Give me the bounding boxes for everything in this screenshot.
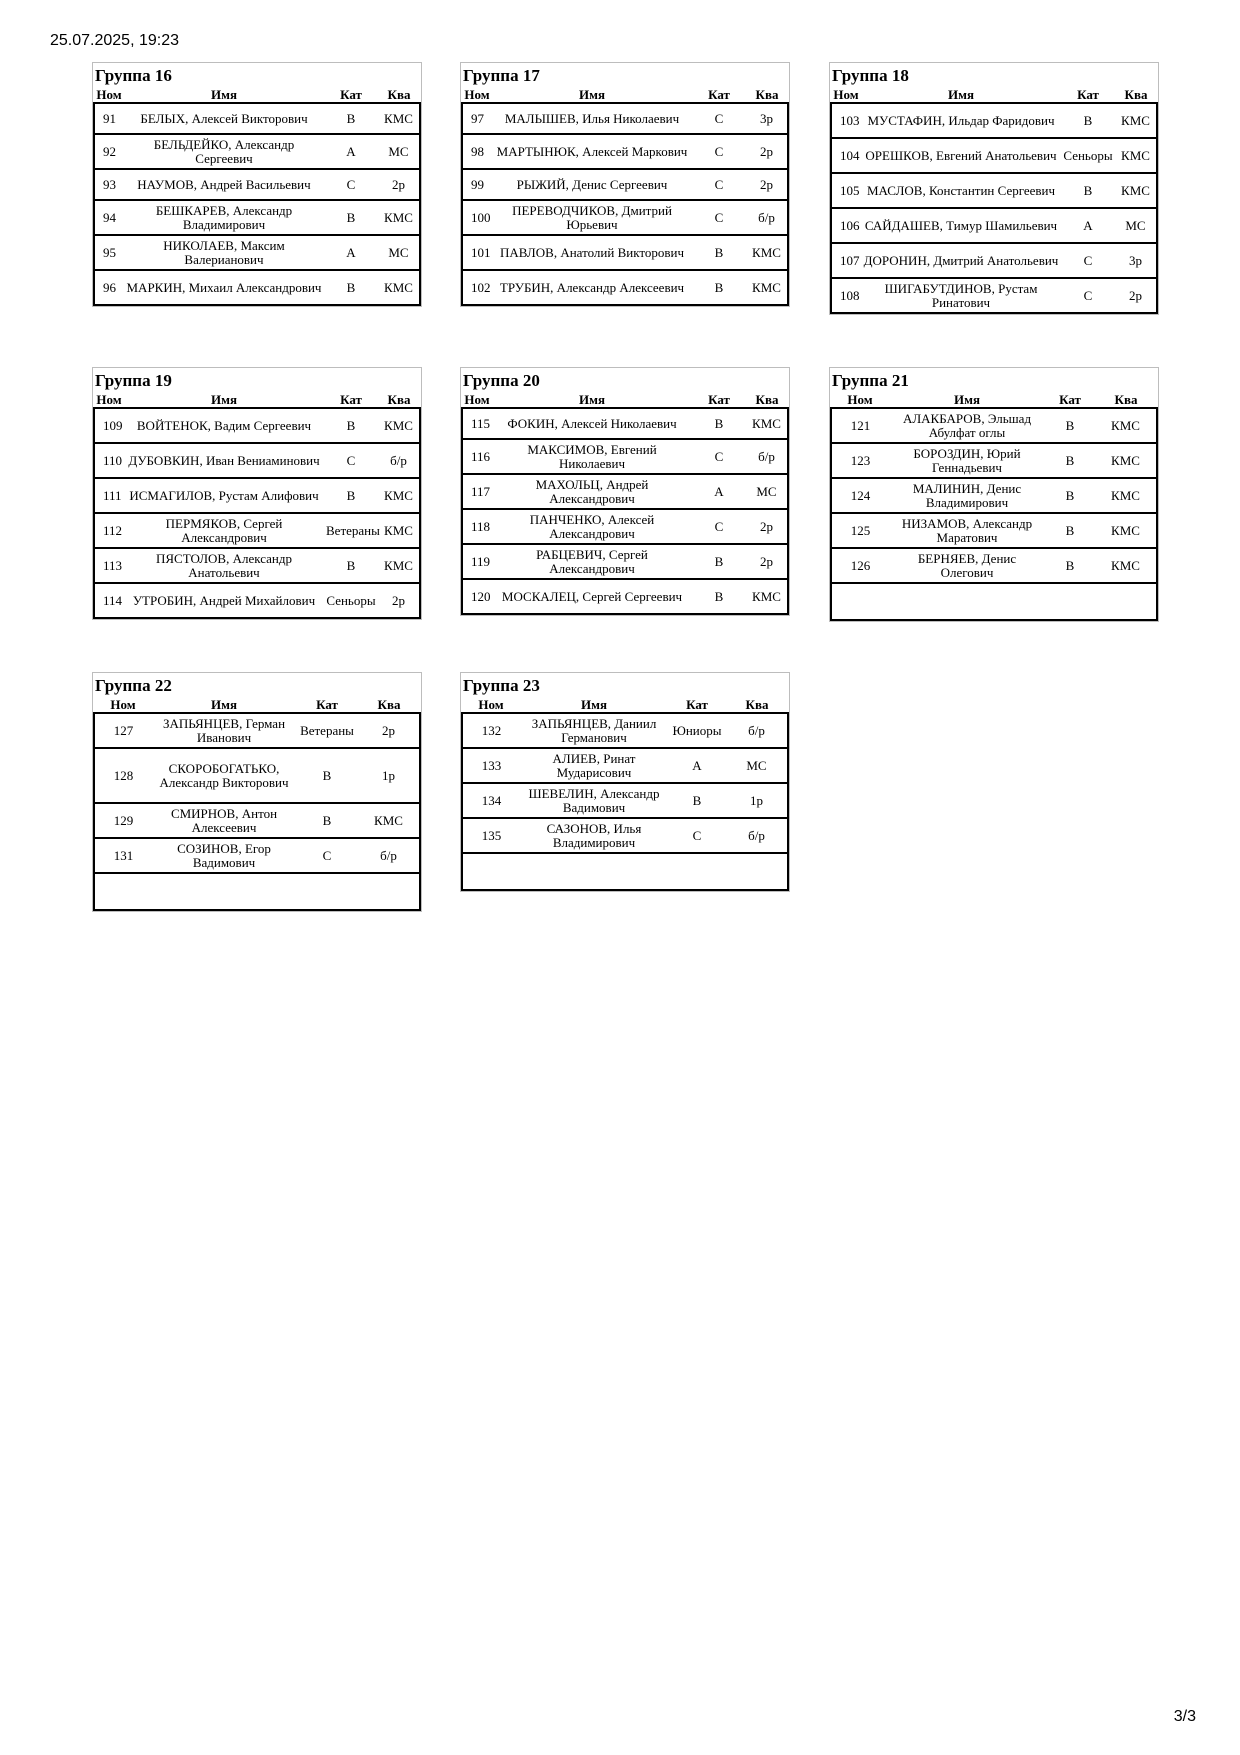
- table-row: [462, 544, 788, 579]
- table-row: [462, 408, 788, 439]
- col-num-header: Ном: [94, 86, 124, 103]
- row-name: ПАВЛОВ, Анатолий Викторович: [492, 235, 692, 270]
- col-num-header: Ном: [462, 86, 492, 103]
- row-name: МАКСИМОВ, Евгений Николаевич: [492, 439, 692, 474]
- row-num: 94: [94, 200, 124, 235]
- group-title: Группа 20: [463, 371, 540, 390]
- group-title: Группа 23: [463, 676, 540, 695]
- row-kva: КМС: [1115, 173, 1157, 208]
- row-kat: B: [668, 783, 726, 818]
- table-row: [462, 235, 788, 270]
- row-kat: A: [324, 235, 378, 270]
- group-table: [93, 391, 421, 619]
- row-kat: A: [1061, 208, 1115, 243]
- row-name: МОСКАЛЕЦ, Сергей Сергеевич: [492, 579, 692, 614]
- row-num: 104: [831, 138, 861, 173]
- row-kat: C: [692, 509, 746, 544]
- row-name: РЫЖИЙ, Денис Сергеевич: [492, 169, 692, 200]
- col-kat-header: Кат: [324, 391, 378, 408]
- row-kva: 1р: [726, 783, 788, 818]
- col-name-header: Имя: [492, 86, 692, 103]
- row-kva: 2р: [1115, 278, 1157, 313]
- table-row: [831, 103, 1157, 138]
- row-num: 129: [94, 803, 152, 838]
- col-name-header: Имя: [124, 391, 324, 408]
- row-num: 123: [831, 443, 889, 478]
- row-kat: C: [1061, 243, 1115, 278]
- row-num: 97: [462, 103, 492, 134]
- row-name: ФОКИН, Алексей Николаевич: [492, 408, 692, 439]
- table-row: [462, 748, 788, 783]
- col-kat-header: Кат: [1045, 391, 1095, 408]
- col-num-header: Ном: [831, 86, 861, 103]
- row-kva: КМС: [746, 408, 788, 439]
- row-name: НАУМОВ, Андрей Васильевич: [124, 169, 324, 200]
- row-name: БОРОЗДИН, Юрий Геннадьевич: [889, 443, 1045, 478]
- table-row: [831, 243, 1157, 278]
- table-row: [462, 474, 788, 509]
- table-row: [831, 278, 1157, 313]
- row-kat: B: [692, 408, 746, 439]
- row-num: 110: [94, 443, 124, 478]
- row-name: ЗАПЬЯНЦЕВ, Герман Иванович: [152, 713, 296, 748]
- table-row: [94, 748, 420, 803]
- row-name: МАХОЛЬЦ, Андрей Александрович: [492, 474, 692, 509]
- row-kva: МС: [378, 134, 420, 169]
- row-kva: КМС: [1115, 138, 1157, 173]
- row-kat: C: [692, 169, 746, 200]
- row-kva: 2р: [746, 509, 788, 544]
- row-name: МАРКИН, Михаил Александрович: [124, 270, 324, 305]
- row-kva: МС: [726, 748, 788, 783]
- row-kva: КМС: [746, 235, 788, 270]
- col-name-header: Имя: [124, 86, 324, 103]
- row-kat: Сеньоры: [324, 583, 378, 618]
- col-num-header: Ном: [94, 696, 152, 713]
- row-kva: КМС: [378, 478, 420, 513]
- group-23-panel: [460, 672, 790, 892]
- row-num: 93: [94, 169, 124, 200]
- table-row: [94, 803, 420, 838]
- row-name: СОЗИНОВ, Егор Вадимович: [152, 838, 296, 873]
- row-num: 91: [94, 103, 124, 134]
- row-kva: КМС: [378, 103, 420, 134]
- row-name: ЗАПЬЯНЦЕВ, Даниил Германович: [520, 713, 668, 748]
- row-kat: B: [1045, 548, 1095, 583]
- col-name-header: Имя: [889, 391, 1045, 408]
- group-title: Группа 22: [95, 676, 172, 695]
- row-name: ВОЙТЕНОК, Вадим Сергеевич: [124, 408, 324, 443]
- row-kat: B: [324, 270, 378, 305]
- row-kva: 3р: [1115, 243, 1157, 278]
- row-kat: B: [692, 544, 746, 579]
- row-kva: КМС: [1095, 478, 1157, 513]
- row-kat: B: [1061, 103, 1115, 138]
- row-kat: C: [1061, 278, 1115, 313]
- group-16-panel: [92, 62, 422, 307]
- row-num: 102: [462, 270, 492, 305]
- row-num: 103: [831, 103, 861, 138]
- row-kva: МС: [746, 474, 788, 509]
- table-row: [94, 838, 420, 873]
- table-row: [831, 478, 1157, 513]
- row-kva: КМС: [1115, 103, 1157, 138]
- row-kat: B: [692, 270, 746, 305]
- table-row: [462, 818, 788, 853]
- table-row: [831, 173, 1157, 208]
- row-kva: КМС: [378, 270, 420, 305]
- row-num: 95: [94, 235, 124, 270]
- col-kva-header: Ква: [1115, 86, 1157, 103]
- row-kva: б/р: [358, 838, 420, 873]
- row-kat: B: [692, 235, 746, 270]
- row-kva: б/р: [746, 200, 788, 235]
- row-kat: Ветераны: [324, 513, 378, 548]
- row-num: 119: [462, 544, 492, 579]
- col-kat-header: Кат: [692, 391, 746, 408]
- row-num: 112: [94, 513, 124, 548]
- row-kva: КМС: [378, 408, 420, 443]
- col-name-header: Имя: [492, 391, 692, 408]
- row-kva: 3р: [746, 103, 788, 134]
- row-num: 100: [462, 200, 492, 235]
- row-num: 92: [94, 134, 124, 169]
- row-name: ДУБОВКИН, Иван Вениаминович: [124, 443, 324, 478]
- col-name-header: Имя: [520, 696, 668, 713]
- table-row: [462, 509, 788, 544]
- group-title: Группа 18: [832, 66, 909, 85]
- row-name: НИЗАМОВ, Александр Маратович: [889, 513, 1045, 548]
- row-kat: A: [324, 134, 378, 169]
- row-num: 135: [462, 818, 520, 853]
- row-num: 99: [462, 169, 492, 200]
- row-kva: 1р: [358, 748, 420, 803]
- row-name: ТРУБИН, Александр Алексеевич: [492, 270, 692, 305]
- row-kat: B: [324, 478, 378, 513]
- row-name: АЛАКБАРОВ, Эльшад Абулфат оглы: [889, 408, 1045, 443]
- group-table: [830, 86, 1158, 314]
- table-row: [462, 579, 788, 614]
- row-kva: 2р: [378, 583, 420, 618]
- table-row: [831, 208, 1157, 243]
- col-kat-header: Кат: [668, 696, 726, 713]
- row-num: 98: [462, 134, 492, 169]
- row-name: МУСТАФИН, Ильдар Фаридович: [861, 103, 1061, 138]
- row-kva: КМС: [358, 803, 420, 838]
- row-kva: МС: [1115, 208, 1157, 243]
- row-kat: Сеньоры: [1061, 138, 1115, 173]
- row-kva: КМС: [378, 200, 420, 235]
- col-kat-header: Кат: [296, 696, 358, 713]
- col-kva-header: Ква: [358, 696, 420, 713]
- empty-row: [831, 583, 1157, 620]
- col-num-header: Ном: [831, 391, 889, 408]
- table-row: [94, 513, 420, 548]
- group-20-panel: [460, 367, 790, 616]
- row-kat: B: [1045, 443, 1095, 478]
- row-name: САЙДАШЕВ, Тимур Шамильевич: [861, 208, 1061, 243]
- row-kva: МС: [378, 235, 420, 270]
- col-kva-header: Ква: [1095, 391, 1157, 408]
- row-num: 133: [462, 748, 520, 783]
- row-kat: C: [692, 103, 746, 134]
- row-kat: B: [1061, 173, 1115, 208]
- row-num: 116: [462, 439, 492, 474]
- row-num: 109: [94, 408, 124, 443]
- table-row: [94, 478, 420, 513]
- empty-row: [462, 853, 788, 890]
- row-kat: C: [324, 443, 378, 478]
- group-title: Группа 19: [95, 371, 172, 390]
- table-row: [831, 548, 1157, 583]
- col-name-header: Имя: [152, 696, 296, 713]
- table-row: [462, 713, 788, 748]
- row-num: 126: [831, 548, 889, 583]
- row-kat: B: [1045, 408, 1095, 443]
- group-title: Группа 17: [463, 66, 540, 85]
- row-name: НИКОЛАЕВ, Максим Валерианович: [124, 235, 324, 270]
- table-row: [462, 169, 788, 200]
- row-num: 115: [462, 408, 492, 439]
- table-row: [462, 134, 788, 169]
- group-21-panel: [829, 367, 1159, 622]
- table-row: [94, 583, 420, 618]
- table-row: [94, 548, 420, 583]
- row-name: УТРОБИН, Андрей Михайлович: [124, 583, 324, 618]
- table-row: [462, 103, 788, 134]
- group-table: [93, 696, 421, 911]
- row-kva: 2р: [378, 169, 420, 200]
- row-name: БЕЛЬДЕЙКО, Александр Сергеевич: [124, 134, 324, 169]
- table-row: [462, 439, 788, 474]
- row-kva: КМС: [1095, 513, 1157, 548]
- row-name: МАСЛОВ, Константин Сергеевич: [861, 173, 1061, 208]
- row-kva: б/р: [726, 713, 788, 748]
- row-kat: B: [324, 200, 378, 235]
- row-kat: C: [692, 200, 746, 235]
- group-table: [461, 696, 789, 891]
- row-kat: C: [668, 818, 726, 853]
- row-name: ШЕВЕЛИН, Александр Вадимович: [520, 783, 668, 818]
- row-num: 105: [831, 173, 861, 208]
- row-name: ИСМАГИЛОВ, Рустам Алифович: [124, 478, 324, 513]
- row-name: ОРЕШКОВ, Евгений Анатольевич: [861, 138, 1061, 173]
- row-num: 131: [94, 838, 152, 873]
- row-name: БЕРНЯЕВ, Денис Олегович: [889, 548, 1045, 583]
- col-kat-header: Кат: [1061, 86, 1115, 103]
- row-num: 108: [831, 278, 861, 313]
- col-kva-header: Ква: [726, 696, 788, 713]
- row-kat: C: [324, 169, 378, 200]
- row-kva: КМС: [746, 270, 788, 305]
- empty-row: [94, 873, 420, 910]
- row-num: 101: [462, 235, 492, 270]
- row-name: ДОРОНИН, Дмитрий Анатольевич: [861, 243, 1061, 278]
- row-name: ПАНЧЕНКО, Алексей Александрович: [492, 509, 692, 544]
- table-row: [94, 713, 420, 748]
- row-name: БЕЛЫХ, Алексей Викторович: [124, 103, 324, 134]
- group-table: [93, 86, 421, 306]
- row-num: 125: [831, 513, 889, 548]
- print-timestamp: 25.07.2025, 19:23: [50, 32, 180, 49]
- table-row: [831, 513, 1157, 548]
- table-row: [94, 408, 420, 443]
- row-name: ПЕРЕВОДЧИКОВ, Дмитрий Юрьевич: [492, 200, 692, 235]
- row-num: 132: [462, 713, 520, 748]
- group-table: [461, 391, 789, 615]
- row-num: 113: [94, 548, 124, 583]
- row-kat: B: [296, 748, 358, 803]
- group-22-panel: [92, 672, 422, 912]
- table-row: [462, 270, 788, 305]
- col-kva-header: Ква: [378, 391, 420, 408]
- col-num-header: Ном: [94, 391, 124, 408]
- row-num: 111: [94, 478, 124, 513]
- row-kva: б/р: [726, 818, 788, 853]
- table-row: [462, 200, 788, 235]
- col-name-header: Имя: [861, 86, 1061, 103]
- table-row: [94, 103, 420, 134]
- row-kat: B: [324, 408, 378, 443]
- row-name: БЕШКАРЕВ, Александр Владимирович: [124, 200, 324, 235]
- row-num: 134: [462, 783, 520, 818]
- row-num: 114: [94, 583, 124, 618]
- row-name: АЛИЕВ, Ринат Мударисович: [520, 748, 668, 783]
- table-row: [94, 443, 420, 478]
- table-row: [94, 200, 420, 235]
- group-title: Группа 16: [95, 66, 172, 85]
- table-row: [94, 270, 420, 305]
- row-num: 117: [462, 474, 492, 509]
- table-row: [831, 408, 1157, 443]
- row-num: 106: [831, 208, 861, 243]
- col-num-header: Ном: [462, 391, 492, 408]
- group-19-panel: [92, 367, 422, 620]
- row-name: ПЯСТОЛОВ, Александр Анатольевич: [124, 548, 324, 583]
- table-row: [94, 134, 420, 169]
- row-name: МАЛЫШЕВ, Илья Николаевич: [492, 103, 692, 134]
- row-kat: B: [296, 803, 358, 838]
- row-kat: B: [324, 548, 378, 583]
- row-kat: C: [692, 439, 746, 474]
- row-kat: C: [692, 134, 746, 169]
- row-name: ШИГАБУТДИНОВ, Рустам Ринатович: [861, 278, 1061, 313]
- row-kva: б/р: [378, 443, 420, 478]
- row-kva: КМС: [378, 513, 420, 548]
- row-kat: A: [668, 748, 726, 783]
- row-name: МАЛИНИН, Денис Владимирович: [889, 478, 1045, 513]
- row-name: СКОРОБОГАТЬКО, Александр Викторович: [152, 748, 296, 803]
- table-row: [831, 443, 1157, 478]
- page-number: 3/3: [1173, 1708, 1196, 1725]
- row-kva: 2р: [746, 544, 788, 579]
- row-kat: B: [1045, 513, 1095, 548]
- col-kat-header: Кат: [324, 86, 378, 103]
- row-num: 121: [831, 408, 889, 443]
- row-kva: б/р: [746, 439, 788, 474]
- group-table: [830, 391, 1158, 621]
- row-name: САЗОНОВ, Илья Владимирович: [520, 818, 668, 853]
- row-kat: Юниоры: [668, 713, 726, 748]
- table-row: [831, 138, 1157, 173]
- row-num: 118: [462, 509, 492, 544]
- row-kat: Ветераны: [296, 713, 358, 748]
- row-kat: B: [1045, 478, 1095, 513]
- row-name: ПЕРМЯКОВ, Сергей Александрович: [124, 513, 324, 548]
- row-num: 124: [831, 478, 889, 513]
- row-kva: КМС: [746, 579, 788, 614]
- row-kva: 2р: [358, 713, 420, 748]
- col-kva-header: Ква: [746, 86, 788, 103]
- row-num: 127: [94, 713, 152, 748]
- group-17-panel: [460, 62, 790, 307]
- table-row: [94, 169, 420, 200]
- col-kva-header: Ква: [378, 86, 420, 103]
- row-kva: 2р: [746, 169, 788, 200]
- col-kat-header: Кат: [692, 86, 746, 103]
- row-name: СМИРНОВ, Антон Алексеевич: [152, 803, 296, 838]
- row-kva: 2р: [746, 134, 788, 169]
- table-row: [462, 783, 788, 818]
- col-num-header: Ном: [462, 696, 520, 713]
- row-kat: B: [324, 103, 378, 134]
- row-name: МАРТЫНЮК, Алексей Маркович: [492, 134, 692, 169]
- row-kat: C: [296, 838, 358, 873]
- row-kva: КМС: [1095, 548, 1157, 583]
- row-num: 107: [831, 243, 861, 278]
- row-kva: КМС: [1095, 443, 1157, 478]
- row-num: 96: [94, 270, 124, 305]
- group-18-panel: [829, 62, 1159, 315]
- row-num: 120: [462, 579, 492, 614]
- row-kat: A: [692, 474, 746, 509]
- table-row: [94, 235, 420, 270]
- row-name: РАБЦЕВИЧ, Сергей Александрович: [492, 544, 692, 579]
- row-num: 128: [94, 748, 152, 803]
- col-kva-header: Ква: [746, 391, 788, 408]
- row-kat: B: [692, 579, 746, 614]
- group-table: [461, 86, 789, 306]
- row-kva: КМС: [378, 548, 420, 583]
- group-title: Группа 21: [832, 371, 909, 390]
- row-kva: КМС: [1095, 408, 1157, 443]
